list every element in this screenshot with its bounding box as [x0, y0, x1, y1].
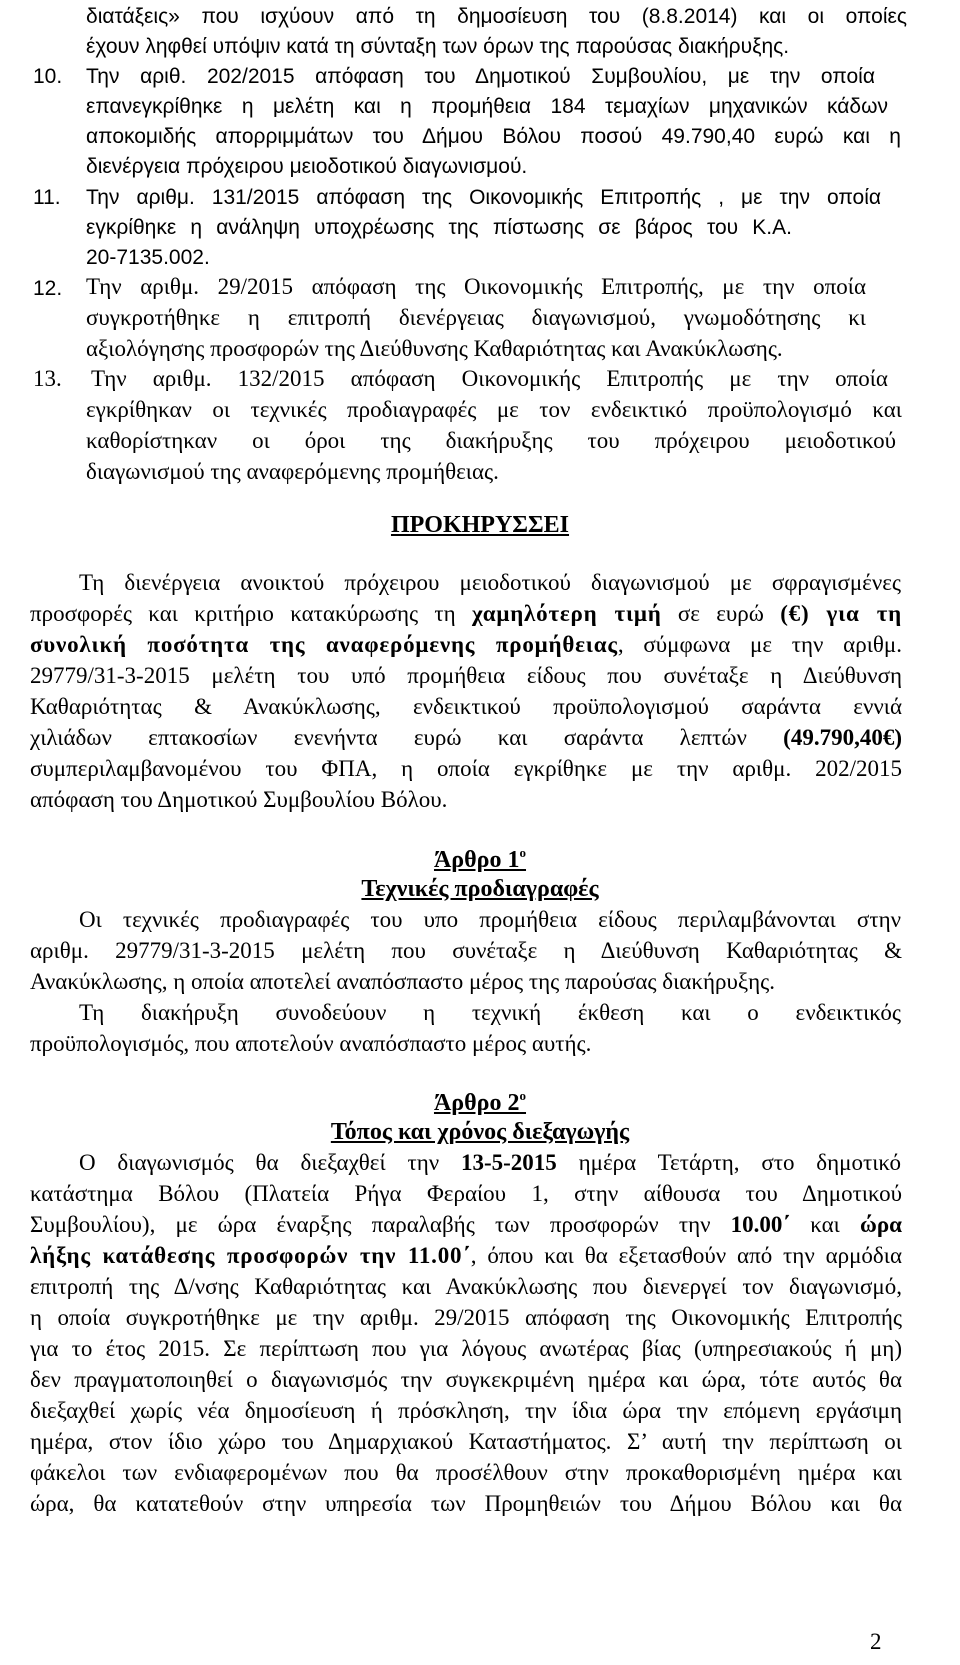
text-run: χιλιάδων επτακοσίων ενενήντα ευρώ και σαράντα λεπτών — [30, 725, 784, 750]
item-number-10: 10. — [33, 65, 63, 88]
article-2-text — [79, 1151, 901, 1174]
article-2-title: Άρθρο 2 — [433, 1090, 520, 1116]
contest-date: 13-5-2015 — [460, 1150, 557, 1175]
article-1-text: αριθμ. 29779/31-3-2015 μελέτη που συνέταξε η Διεύθυνση Καθαριότητας & — [30, 938, 902, 963]
article-2-text: ώρα, θα κατατεθούν στην υπηρεσία των Προμηθειών του Δήμου Βόλου και θα — [30, 1491, 902, 1516]
text-run: , σύμφωνα με την αριθμ. — [617, 632, 902, 657]
item-9-continuation: έχουν ληφθεί υπόψιν κατά τη σύνταξη των όρων της παρούσας διακήρυξης. — [86, 35, 790, 58]
total-quantity-emphasis: συνολική ποσότητα της αναφερόμενης προμήθειας — [30, 632, 618, 657]
proclamation-text: απόφαση του Δημοτικού Συμβουλίου Βόλου. — [30, 787, 448, 812]
article-2-text: διεξαχθεί χωρίς νέα δημοσίευση ή πρόσκληση, την ίδια ώρα την επόμενη εργάσιμη — [30, 1398, 902, 1423]
article-2-text: κατάστημα Βόλου (Πλατεία Ρήγα Φεραίου 1, στην αίθουσα του Δημοτικού — [30, 1181, 902, 1206]
item-number-13: 13. — [33, 366, 62, 391]
end-time-emphasis: λήξης κατάθεσης προσφορών την 11.00΄ — [30, 1243, 471, 1268]
item-number-12: 12. — [33, 277, 63, 300]
ordinal-indicator: ο — [519, 1088, 527, 1103]
text-run: προσφορές και κριτήριο κατακύρωσης τη — [30, 601, 472, 626]
article-1-heading — [0, 846, 960, 872]
article-2-text: φάκελοι των ενδιαφερομένων που θα προσέλθουν στην προκαθορισμένη ημέρα και — [30, 1460, 902, 1485]
proclamation-text: Τη διενέργεια ανοικτού πρόχειρου μειοδοτικού διαγωνισμού με σφραγισμένες — [79, 570, 901, 595]
ordinal-indicator: ο — [519, 845, 527, 860]
start-time: 10.00΄ — [730, 1212, 791, 1237]
article-2-subheading: Τόπος και χρόνος διεξαγωγής — [330, 1119, 630, 1145]
text-run: ημέρα Τετάρτη, στο δημοτικό — [556, 1150, 902, 1175]
budget-amount: (49.790,40€) — [783, 725, 902, 750]
item-10-text: διενέργεια πρόχειρου μειοδοτικού διαγωνισμού. — [86, 155, 528, 178]
item-number — [33, 187, 61, 208]
euro-emphasis: (€) για τη — [780, 601, 903, 626]
item-10-text: επανεγκρίθηκε η μελέτη και η προμήθεια 184 τεμαχίων μηχανικών κάδων — [86, 95, 888, 118]
item-9-continuation: διατάξεις» που ισχύουν από τη δημοσίευση του (8.8.2014) και οι οποίες — [86, 5, 907, 28]
lowest-price-emphasis: χαμηλότερη τιμή — [471, 601, 662, 626]
article-1-title: Άρθρο 1 — [433, 847, 520, 873]
item-13-text: καθορίστηκαν οι όροι της διακήρυξης του πρόχειρου μειοδοτικού — [86, 428, 896, 453]
item-13-text: Την αριθμ. 132/2015 απόφαση Οικονομικής Επιτροπής με την οποία — [91, 366, 888, 391]
item-10-text: αποκομιδής απορριμμάτων του Δήμου Βόλου ποσού 49.790,40 ευρώ και η — [86, 125, 901, 148]
item-number — [33, 66, 62, 87]
article-2-text: δεν πραγματοποιηθεί ο διαγωνισμός την συγκεκριμένη ημέρα και ώρα, τότε αυτός θα — [30, 1367, 902, 1392]
article-1-subheading: Τεχνικές προδιαγραφές — [361, 876, 599, 902]
text-run: Ο διαγωνισμός θα διεξαχθεί την — [79, 1150, 461, 1175]
end-time-emphasis: ώρα — [860, 1212, 902, 1237]
item-12-text: Την αριθμ. 29/2015 απόφαση της Οικονομικής Επιτροπής, με την οποία — [86, 274, 866, 299]
page-number: 2 — [870, 1629, 882, 1654]
text-run: Συμβουλίου), με ώρα έναρξης παραλαβής των προσφορών την — [30, 1212, 731, 1237]
proclamation-text — [30, 726, 902, 749]
proclamation-text — [30, 602, 902, 625]
item-12-text: αξιολόγησης προσφορών της Διεύθυνσης Καθαριότητας και Ανακύκλωσης. — [86, 336, 783, 361]
article-2-text: για το έτος 2015. Σε περίπτωση που για λόγους ανωτέρας βίας (υπηρεσιακούς ή μη) — [30, 1336, 902, 1361]
item-number-11: 11. — [33, 186, 61, 209]
proclamation-heading: ΠΡΟΚΗΡΥΣΣΕΙ — [390, 512, 570, 538]
proclamation-text: συμπεριλαμβανομένου του ΦΠΑ, η οποία εγκρίθηκε με την αριθμ. 202/2015 — [30, 756, 902, 781]
article-2-text: ημέρα, στον ίδιο χώρο του Δημαρχιακού Καταστήματος. Σ’ αυτή την περίπτωση οι — [30, 1429, 902, 1454]
item-13-text: διαγωνισμού της αναφερόμενης προμήθειας. — [86, 459, 499, 484]
proclamation-text: Καθαριότητας & Ανακύκλωσης, ενδεικτικού προϋπολογισμού σαράντα εννιά — [30, 694, 902, 719]
article-1-text: Οι τεχνικές προδιαγραφές του υπο προμήθεια είδους περιλαμβάνονται στην — [79, 907, 901, 932]
proclamation-text — [30, 633, 902, 656]
item-10-text: Την αριθ. 202/2015 απόφαση του Δημοτικού Συμβουλίου, με την οποία — [86, 65, 875, 88]
item-11-text: εγκρίθηκε η ανάληψη υποχρέωσης της πίστωσης σε βάρος του Κ.Α. — [86, 216, 792, 239]
article-2-text — [30, 1244, 902, 1267]
item-number — [33, 367, 62, 390]
article-1-text: προϋπολογισμός, που αποτελούν αναπόσπαστο μέρος αυτής. — [30, 1031, 592, 1056]
item-number — [33, 278, 62, 299]
article-2-text — [30, 1213, 902, 1236]
text-run: σε ευρώ — [661, 601, 781, 626]
item-11-text: Την αριθμ. 131/2015 απόφαση της Οικονομικής Επιτροπής , με την οποία — [86, 186, 881, 209]
article-1-text: Τη διακήρυξη συνοδεύουν η τεχνική έκθεση και ο ενδεικτικός — [79, 1000, 901, 1025]
item-13-text: εγκρίθηκαν οι τεχνικές προδιαγραφές με τον ενδεικτικό προϋπολογισμό και — [86, 397, 902, 422]
article-1-text: Ανακύκλωσης, η οποία αποτελεί αναπόσπαστο μέρος της παρούσας διακήρυξης. — [30, 969, 775, 994]
article-2-heading — [0, 1089, 960, 1115]
text-run: και — [790, 1212, 861, 1237]
item-12-text: συγκροτήθηκε η επιτροπή διενέργειας διαγωνισμού, γνωμοδότησης κι — [86, 305, 866, 330]
item-11-text: 20-7135.002. — [86, 246, 210, 269]
article-2-text: επιτροπή της Δ/νσης Καθαριότητας και Ανακύκλωσης που διενεργεί τον διαγωνισμό, — [30, 1274, 902, 1299]
proclamation-text: 29779/31-3-2015 μελέτη του υπό προμήθεια είδους που συνέταξε η Διεύθυνση — [30, 663, 902, 688]
article-2-text: η οποία συγκροτήθηκε με την αριθμ. 29/2015 απόφαση της Οικονομικής Επιτροπής — [30, 1305, 902, 1330]
text-run: , όπου και θα εξετασθούν από την αρμόδια — [470, 1243, 902, 1268]
